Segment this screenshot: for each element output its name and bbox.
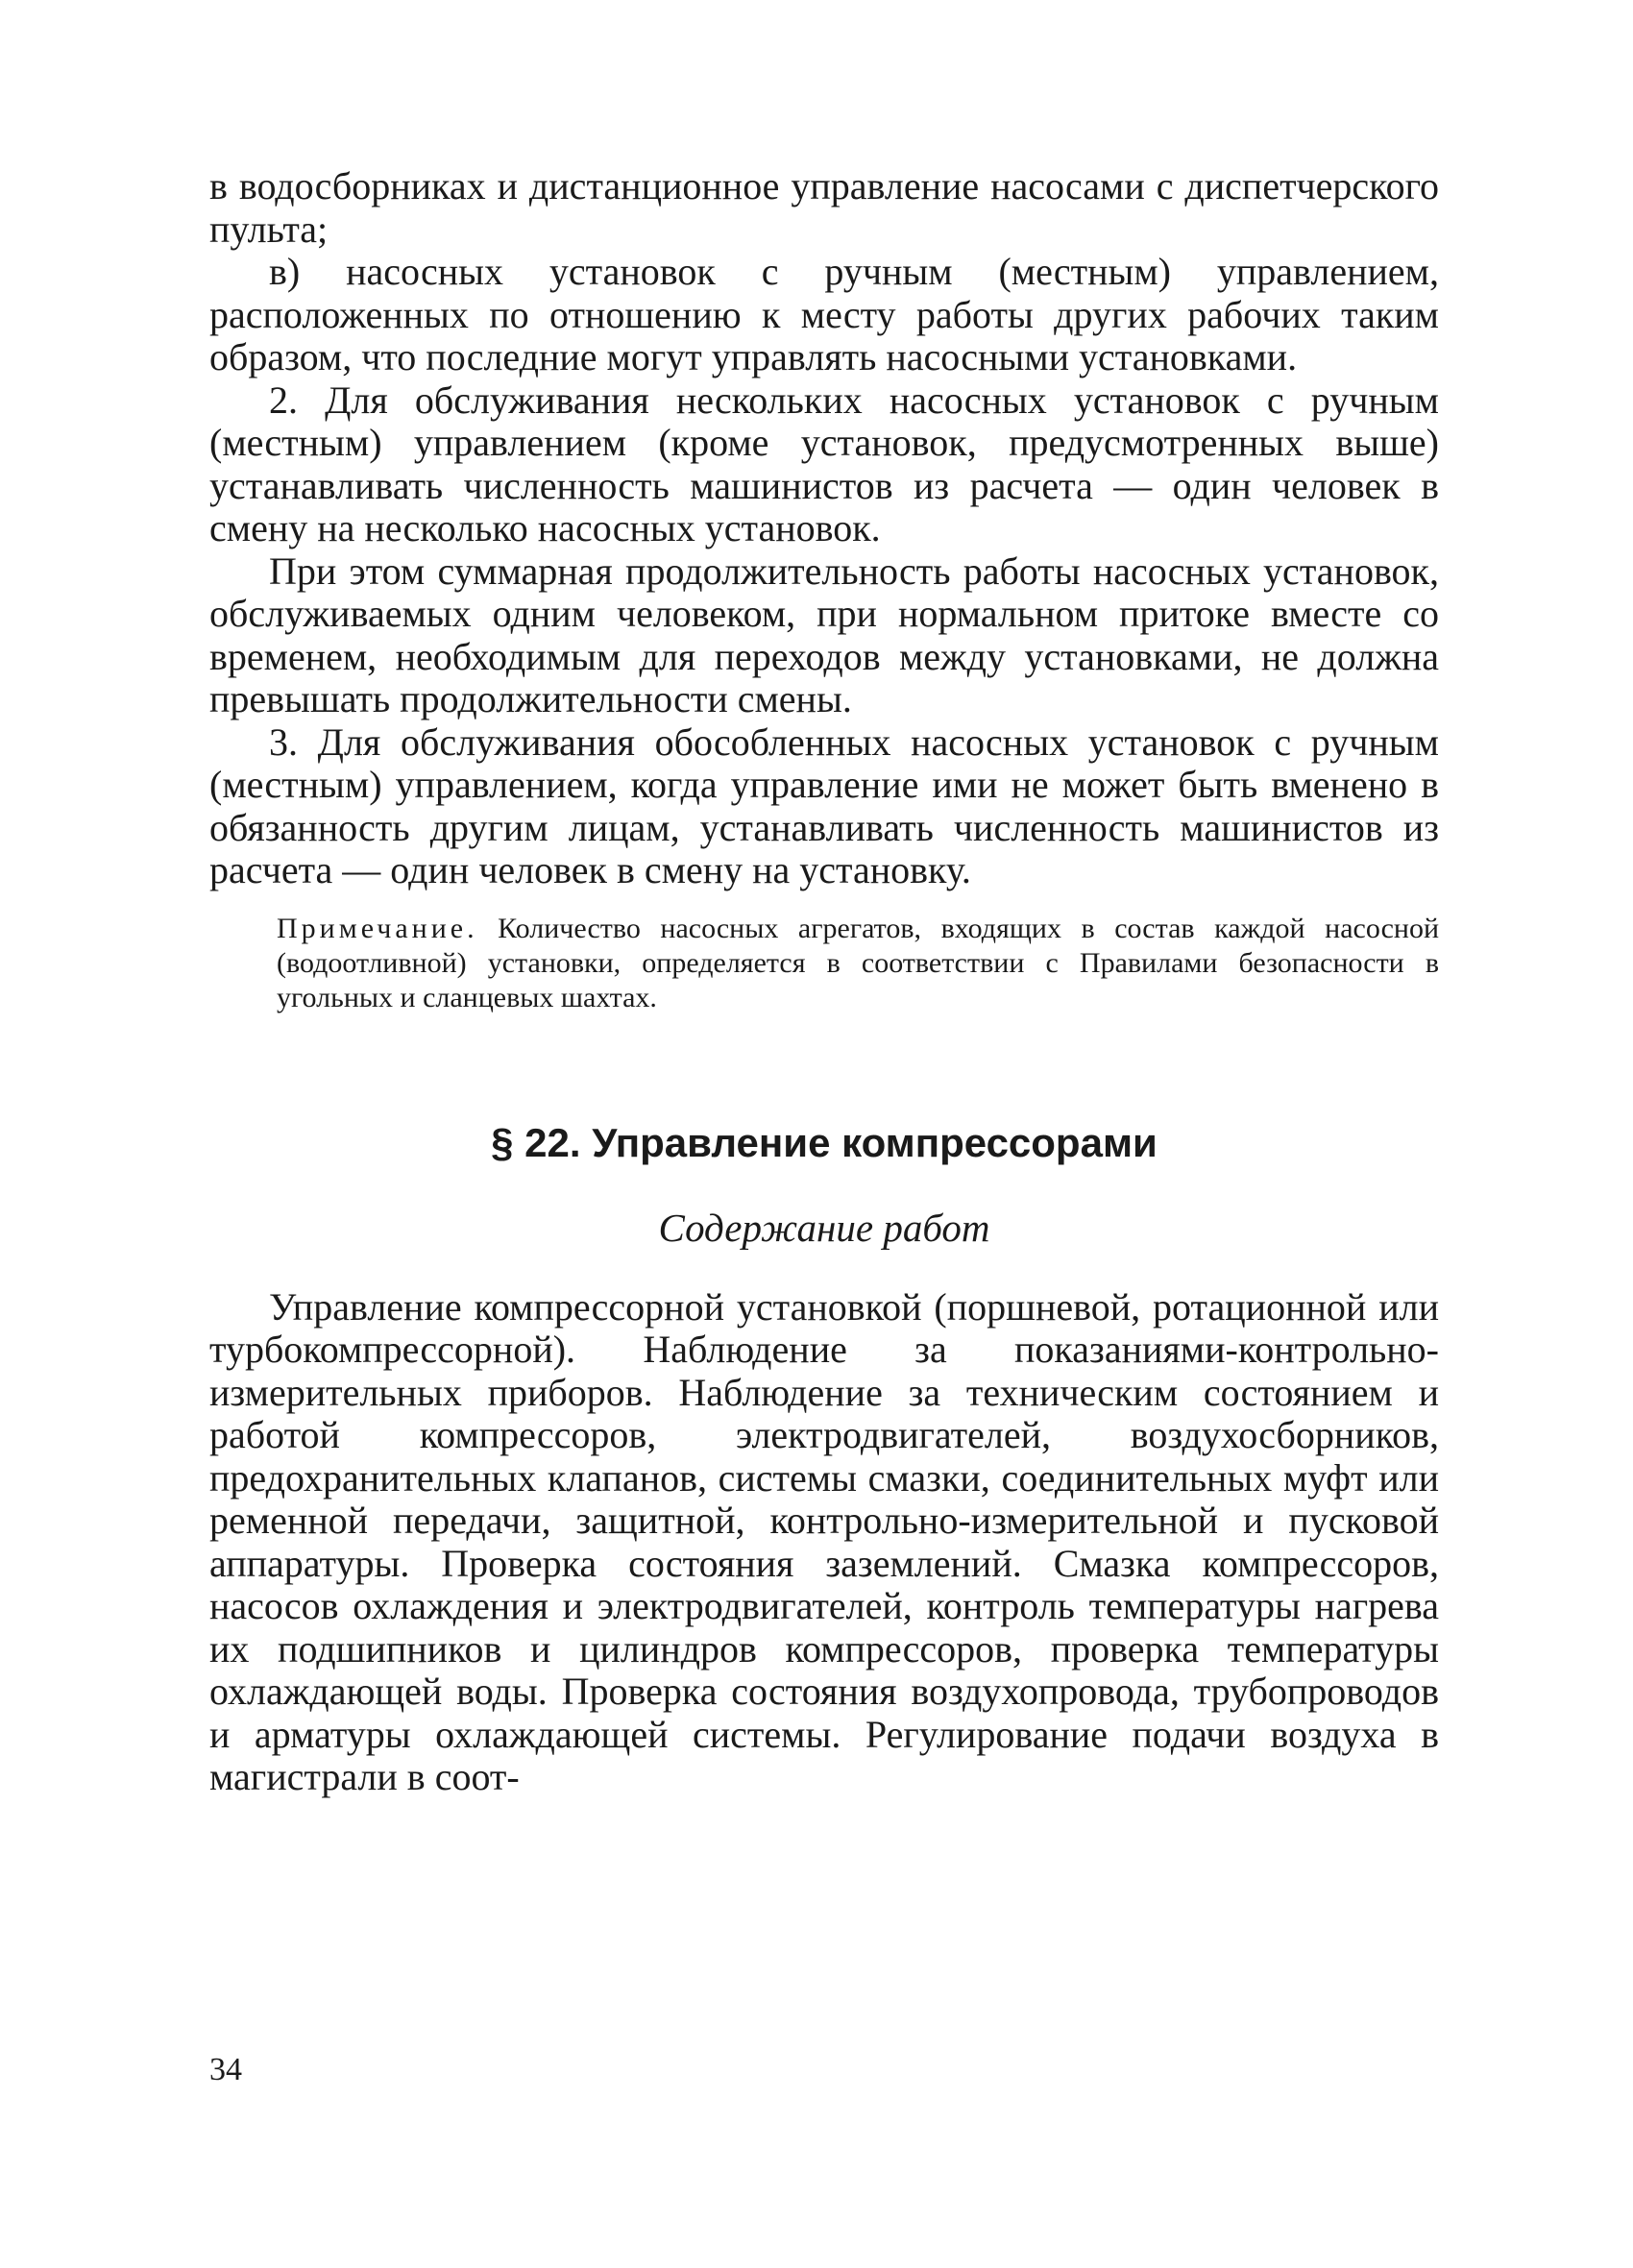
footnote-remark (209, 912, 1439, 1015)
section-subtitle: Содержание работ (658, 1205, 990, 1250)
page-content (209, 165, 1439, 1799)
paragraph-note-duration: При этом суммарная продолжительность работы насосных установок, обслуживаемых одним человеком, при нормальном притоке вместе со временем, необходимым для переходов между установками, не должна превышать продолжительности смены. (209, 549, 1439, 720)
paragraph-item-v: в) насосных установок с ручным (местным) управлением, расположенных по отношению к месту работы других рабочих таким образом, что последние могут управлять насосными установками. (209, 250, 1439, 378)
note-lead: Примечание. (277, 912, 478, 944)
paragraph-item-2: 2. Для обслуживания нескольких насосных установок с ручным (местным) управлением (кроме установок, предусмотренных выше) устанавливать численность машинистов из расчета — один человек в смену на несколько насосных установок. (209, 378, 1439, 549)
paragraph-continuation: в водосборниках и дистанционное управление насосами с диспетчерского пульта; (209, 164, 1439, 251)
paragraph-item-3: 3. Для обслуживания обособленных насосных установок с ручным (местным) управлением, когда управление ими не может быть вменено в обязанность другим лицам, устанавливать численность машинистов из расчета — один человек в смену на установку. (209, 719, 1439, 891)
note-text: Количество насосных агрегатов, входящих в состав каждой насосной (водоотливной) установки, определяется в соответствии с Правилами безопасности в угольных и сланцевых шахтах. (277, 912, 1439, 1013)
section-body: Управление компрессорной установкой (поршневой, ротационной или турбокомпрессорной). Наблюдение за показаниями-контрольно-измерительных приборов. Наблюдение за техническим состоянием и работой компрессоров, электродвигателей, воздухосборников, предохранительных клапанов, системы смазки, соединительных муфт или ременной передачи, защитной, контрольно-измерительной и пусковой аппаратуры. Проверка состояния заземлений. Смазка компрессоров, насосов охлаждения и электродвигателей, контроль температуры нагрева их подшипников и цилиндров компрессоров, проверка температуры охлаждающей воды. Проверка состояния воздухопровода, трубопроводов и арматуры охлаждающей системы. Регулирование подачи воздуха в магистрали в соот- (209, 1284, 1439, 1798)
page-number: 34 (209, 2052, 242, 2087)
section-title: § 22. Управление компрессорами (491, 1119, 1158, 1165)
